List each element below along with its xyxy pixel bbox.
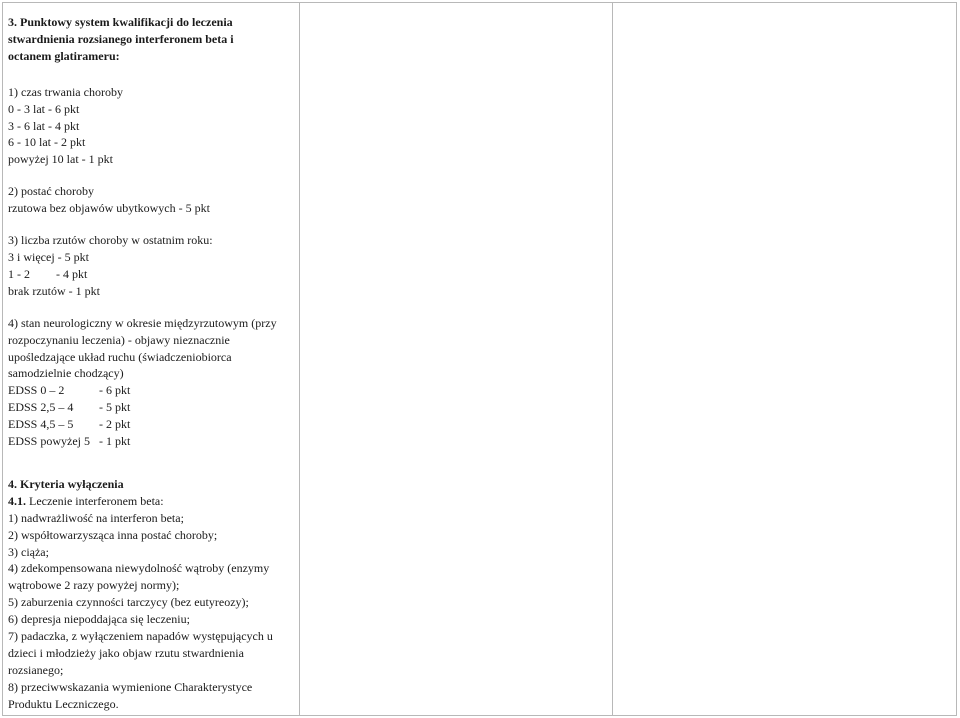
score-label: EDSS 0 – 2 — [8, 383, 65, 398]
criteria-title: 1) czas trwania choroby — [8, 84, 123, 99]
criteria-title: 4) stan neurologiczny w okresie międzyrzutowym (przy — [8, 315, 277, 330]
score-label: brak rzutów — [8, 283, 66, 298]
score-label: EDSS 2,5 – 4 — [8, 400, 74, 415]
list-item: 6) depresja niepoddająca się leczeniu; — [8, 612, 190, 627]
score-label: EDSS 4,5 – 5 — [8, 417, 74, 432]
score-row — [8, 433, 296, 450]
criteria-title: rozpoczynaniu leczenia) - objawy nieznacznie — [8, 332, 230, 347]
score-value: - 1 pkt — [68, 283, 100, 298]
section-3-heading — [8, 14, 296, 65]
score-row — [8, 266, 296, 283]
list-item: rozsianego; — [8, 662, 64, 677]
criteria-title: 2) postać choroby — [8, 184, 94, 199]
list-item: wątrobowe 2 razy powyżej normy); — [8, 578, 180, 593]
list-item: 6 - 10 lat - 2 pkt — [8, 135, 86, 150]
table-cell-middle — [300, 2, 613, 716]
heading-line: 3. Punktowy system kwalifikacji do leczenia — [8, 15, 233, 29]
criteria-title: upośledzające układ ruchu (świadczeniobiorca — [8, 349, 232, 364]
section-4-heading: 4. Kryteria wyłączenia — [8, 476, 124, 491]
list-item: 2) współtowarzysząca inna postać choroby; — [8, 527, 218, 542]
table-cell-right — [613, 2, 957, 716]
section-4-exclusion-criteria — [8, 476, 296, 713]
sub-heading-text: Leczenie interferonem beta: — [26, 493, 164, 508]
score-value: - 5 pkt — [99, 400, 131, 415]
score-row — [8, 399, 296, 416]
list-item: 0 - 3 lat - 6 pkt — [8, 101, 80, 116]
list-item: 3) ciąża; — [8, 544, 49, 559]
sub-heading — [8, 493, 296, 510]
heading-line: octanem glatirameru: — [8, 48, 120, 63]
list-item: 4) zdekompensowana niewydolność wątroby (enzymy — [8, 561, 270, 576]
list-item: 7) padaczka, z wyłączeniem napadów występujących u — [8, 629, 273, 644]
list-item: rzutowa bez objawów ubytkowych - 5 pkt — [8, 201, 210, 216]
sub-heading-number: 4.1. — [8, 493, 26, 508]
neurological-state-criteria — [8, 315, 296, 450]
score-row — [8, 382, 296, 399]
score-row — [8, 416, 296, 433]
score-label: 1 - 2 — [8, 266, 30, 281]
criteria-title: samodzielnie chodzący) — [8, 366, 124, 381]
relapse-count-criteria — [8, 232, 296, 300]
score-value: - 2 pkt — [99, 417, 131, 432]
left-cell-content — [8, 14, 296, 713]
score-value: - 1 pkt — [99, 434, 131, 449]
score-row — [8, 249, 296, 266]
list-item: 3 - 6 lat - 4 pkt — [8, 118, 80, 133]
disease-form-criteria — [8, 183, 296, 217]
score-label: EDSS powyżej 5 — [8, 434, 90, 449]
list-item: 5) zaburzenia czynności tarczycy (bez eutyreozy); — [8, 595, 249, 610]
score-label: 3 i więcej — [8, 249, 55, 264]
score-value: - 6 pkt — [99, 383, 131, 398]
list-item: 8) przeciwwskazania wymienione Charakterystyce — [8, 679, 253, 694]
criteria-title: 3) liczba rzutów choroby w ostatnim roku: — [8, 233, 213, 248]
score-value: - 5 pkt — [57, 249, 89, 264]
heading-line: stwardnienia rozsianego interferonem beta i — [8, 31, 234, 46]
list-item: Produktu Leczniczego. — [8, 696, 119, 711]
duration-criteria — [8, 84, 296, 169]
score-value: - 4 pkt — [56, 266, 88, 281]
list-item: 1) nadwrażliwość na interferon beta; — [8, 510, 184, 525]
list-item: powyżej 10 lat - 1 pkt — [8, 152, 113, 167]
list-item: dzieci i młodzieży jako objaw rzutu stwardnienia — [8, 646, 244, 660]
score-row — [8, 283, 296, 300]
